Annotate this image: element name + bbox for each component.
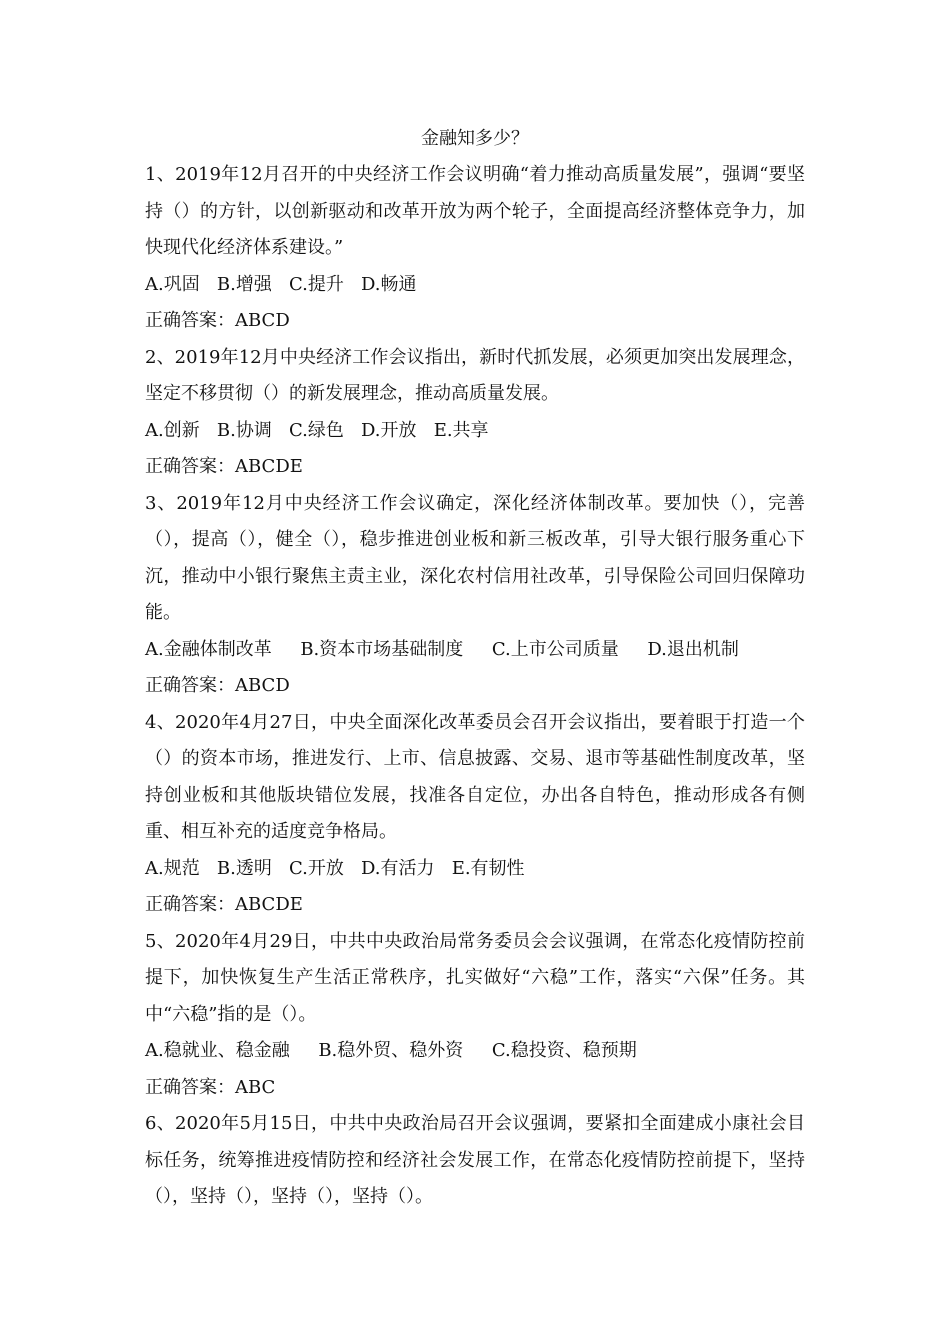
question-4-answer (145, 887, 805, 924)
question-1-answer (145, 303, 805, 340)
answer-label: 正确答案： (145, 1076, 235, 1098)
question-2-options: A.创新 B.协调 C.绿色 D.开放 E.共享 (145, 419, 489, 441)
question-6-text: 6、2020年5月15日，中共中央政治局召开会议强调，要紧扣全面建成小康社会目标任务，统筹推进疫情防控和经济社会发展工作，在常态化疫情防控前提下，坚持（），坚持（），坚持（），坚持（）。 (145, 1113, 805, 1207)
question-3-answer (145, 668, 805, 705)
question-2-answer (145, 449, 805, 486)
document-body (145, 157, 805, 1216)
question-2-text: 2、2019年12月中央经济工作会议指出，新时代抓发展，必须更加突出发展理念，坚定不移贯彻（）的新发展理念，推动高质量发展。 (145, 346, 805, 404)
document-title: 金融知多少？ (421, 128, 529, 149)
answer-label: 正确答案： (145, 675, 235, 696)
answer-value: ABCDE (235, 456, 303, 477)
answer-value: ABCD (235, 675, 290, 696)
question-1-text: 1、2019年12月召开的中央经济工作会议明确“着力推动高质量发展”，强调“要坚持（）的方针，以创新驱动和改革开放为两个轮子，全面提高经济整体竞争力，加快现代化经济体系建设。” (145, 164, 805, 258)
answer-label: 正确答案： (145, 456, 235, 477)
answer-value: ABC (235, 1076, 276, 1098)
question-3-text: 3、2019年12月中央经济工作会议确定，深化经济体制改革。要加快（），完善（），提高（），健全（），稳步推进创业板和新三板改革，引导大银行服务重心下沉，推动中小银行聚焦主责主业，深化农村信用社改革，引导保险公司回归保障功能。 (145, 492, 805, 623)
question-3-options: A.金融体制改革 B.资本市场基础制度 C.上市公司质量 D.退出机制 (145, 638, 739, 660)
question-4-options: A.规范 B.透明 C.开放 D.有活力 E.有韧性 (145, 857, 525, 879)
answer-value: ABCD (235, 310, 290, 331)
question-5-answer (145, 1070, 805, 1107)
question-4-text: 4、2020年4月27日，中央全面深化改革委员会召开会议指出，要着眼于打造一个（）的资本市场，推进发行、上市、信息披露、交易、退市等基础性制度改革，坚持创业板和其他版块错位发展，找准各自定位，办出各自特色，推动形成各有侧重、相互补充的适度竞争格局。 (145, 711, 805, 842)
question-5-text: 5、2020年4月29日，中共中央政治局常务委员会会议强调，在常态化疫情防控前提下，加快恢复生产生活正常秩序，扎实做好“六稳”工作，落实“六保”任务。其中“六稳”指的是（）。 (145, 930, 805, 1025)
answer-value: ABCDE (235, 894, 303, 915)
question-1-options: A.巩固 B.增强 C.提升 D.畅通 (145, 273, 417, 295)
question-5-options: A.稳就业、稳金融 B.稳外贸、稳外资 C.稳投资、稳预期 (145, 1040, 637, 1061)
answer-label: 正确答案： (145, 894, 235, 915)
answer-label: 正确答案： (145, 310, 235, 331)
